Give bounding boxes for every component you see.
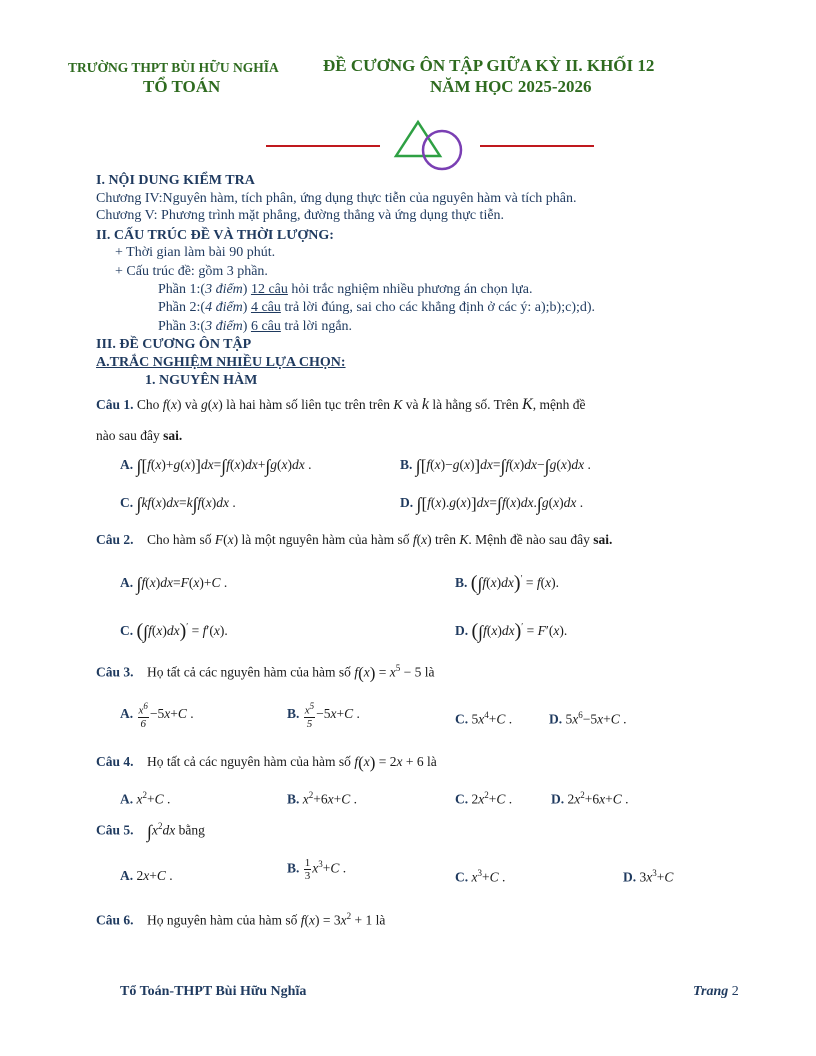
q2-option-c[interactable]: C. (∫f(x)dx)′ = f′(x). <box>120 620 228 642</box>
q3-option-a[interactable]: A. $\frac{x^6}{6}$ −5x+C . <box>120 701 194 730</box>
part1-line: Phần 1:(3 điểm) 12 câu hỏi trắc nghiệm nhiều phương án chọn lựa. <box>158 282 533 297</box>
question-1: Câu 1. Cho f(x) và g(x) là hai hàm số liên tục trên trên K và k là hằng số. Trên K, mệnh đề <box>96 396 586 413</box>
q4-option-d[interactable]: D. $2x^2+6x+C$ . <box>551 790 629 807</box>
question-6: Câu 6. Họ nguyên hàm của hàm số $f(x) = 3x^2 + 1$ là <box>96 911 386 928</box>
section3-title: III. ĐỀ CƯƠNG ÔN TẬP <box>96 337 252 352</box>
q1-option-b[interactable]: B. ∫[f(x)−g(x)]dx=∫f(x)dx−∫g(x)dx . <box>400 456 591 476</box>
q5-option-b[interactable]: B. $\frac{1}{3}$ $x^3+C$ . <box>287 857 347 882</box>
q2-option-a[interactable]: A. ∫f(x)dx=F(x)+C . <box>120 574 228 594</box>
chapter5-text: Chương V: Phương trình mặt phẳng, đường thẳng và ứng dụng thực tiễn. <box>96 208 505 223</box>
school-year: NĂM HỌC 2025-2026 <box>430 77 592 96</box>
header-decoration <box>260 118 600 174</box>
q4-option-a[interactable]: A. $x^2+C$ . <box>120 790 171 807</box>
q3-option-c[interactable]: C. $5x^4+C$ . <box>455 710 513 727</box>
school-name: TRƯỜNG THPT BÙI HỮU NGHĨA <box>68 60 279 75</box>
section2-title: II. CẤU TRÚC ĐỀ VÀ THỜI LƯỢNG: <box>96 228 334 243</box>
page-number: Trang 2 <box>693 984 739 999</box>
section1-title: I. NỘI DUNG KIỂM TRA <box>96 173 255 188</box>
part3-line: Phần 3:(3 điểm) 6 câu trả lời ngắn. <box>158 319 353 334</box>
q2-option-d[interactable]: D. (∫f(x)dx)′ = F′(x). <box>455 620 568 642</box>
document-title: ĐỀ CƯƠNG ÔN TẬP GIỮA KỲ II. KHỐI 12 <box>323 56 655 75</box>
circle-icon <box>423 131 461 169</box>
q2-option-b[interactable]: B. (∫f(x)dx)′ = f(x). <box>455 572 560 594</box>
chapter4-text: Chương IV:Nguyên hàm, tích phân, ứng dụng thực tiễn của nguyên hàm và tích phân. <box>96 191 577 206</box>
question-5: Câu 5. $\int x^2dx$ bằng <box>96 821 205 842</box>
question-2: Câu 2. Cho hàm số F(x) là một nguyên hàm của hàm số f(x) trên K. Mệnh đề nào sau đây sai. <box>96 532 613 547</box>
q3-option-b[interactable]: B. $\frac{x^5}{5}$ −5x+C . <box>287 701 360 730</box>
q5-option-d[interactable]: D. $3x^3+C$ <box>623 868 674 885</box>
q4-option-b[interactable]: B. $x^2+6x+C$ . <box>287 790 358 807</box>
department-name: TỔ TOÁN <box>143 77 221 96</box>
q1-option-d[interactable]: D. ∫[f(x).g(x)]dx=∫f(x)dx.∫g(x)dx . <box>400 494 584 514</box>
footer-left: Tổ Toán-THPT Bùi Hữu Nghĩa <box>120 984 307 999</box>
question-1-line2: nào sau đây sai. <box>96 428 183 443</box>
time-text: + Thời gian làm bài 90 phút. <box>115 245 276 260</box>
question-4: Câu 4. Họ tất cả các nguyên hàm của hàm số f(x) = 2x + 6 là <box>96 753 437 772</box>
question-3: Câu 3. Họ tất cả các nguyên hàm của hàm số $f(x) = x^5 - 5$ là <box>96 663 435 683</box>
subsection-1-title: 1. NGUYÊN HÀM <box>145 373 258 388</box>
subsection-a-title: A.TRẮC NGHIỆM NHIỀU LỰA CHỌN: <box>96 355 346 370</box>
q4-option-c[interactable]: C. $2x^2+C$ . <box>455 790 513 807</box>
part2-line: Phần 2:(4 điểm) 4 câu trả lời đúng, sai cho các khẳng định ở các ý: a);b);c);d). <box>158 300 596 315</box>
structure-text: + Cấu trúc đề: gồm 3 phần. <box>115 264 268 279</box>
q5-option-c[interactable]: C. $x^3+C$ . <box>455 868 506 885</box>
triangle-icon <box>396 122 440 156</box>
q5-option-a[interactable]: A. 2x+C . <box>120 868 173 883</box>
q1-option-a[interactable]: A. ∫[f(x)+g(x)]dx=∫f(x)dx+∫g(x)dx . <box>120 456 312 476</box>
q1-option-c[interactable]: C. ∫kf(x)dx=k∫f(x)dx . <box>120 494 236 514</box>
q3-option-d[interactable]: D. $5x^6-5x+C$ . <box>549 710 627 727</box>
